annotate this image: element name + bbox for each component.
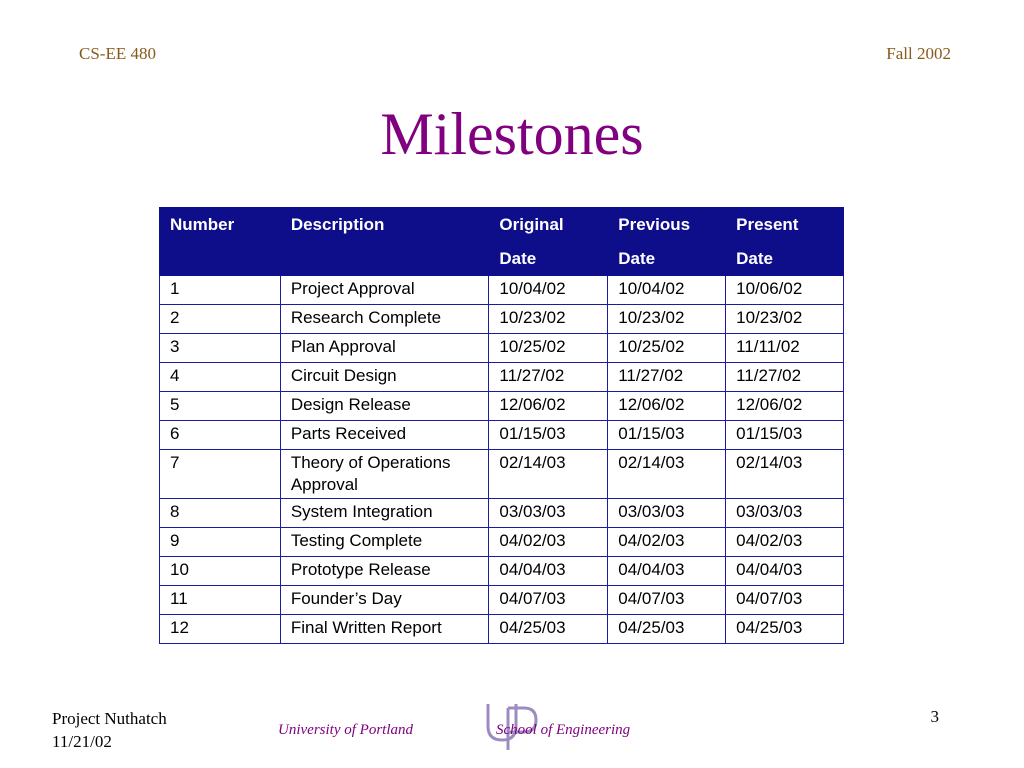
footer-date: 11/21/02 <box>52 732 112 751</box>
cell-previous-date: 10/25/02 <box>608 334 726 363</box>
header-original-date: Date <box>489 242 608 276</box>
table-row <box>160 615 844 644</box>
cell-original-date: 04/07/03 <box>489 586 608 615</box>
table-header-row <box>160 208 844 242</box>
table-row <box>160 499 844 528</box>
cell-description: Testing Complete <box>280 528 489 557</box>
table-row <box>160 450 844 499</box>
header-description-2 <box>280 242 489 276</box>
cell-number: 3 <box>160 334 281 363</box>
cell-description: Parts Received <box>280 421 489 450</box>
cell-description: Plan Approval <box>280 334 489 363</box>
cell-original-date: 10/25/02 <box>489 334 608 363</box>
cell-previous-date: 04/25/03 <box>608 615 726 644</box>
cell-number: 7 <box>160 450 281 499</box>
cell-original-date: 01/15/03 <box>489 421 608 450</box>
footer-university: University of Portland <box>278 722 413 738</box>
cell-present-date: 01/15/03 <box>726 421 844 450</box>
cell-number: 8 <box>160 499 281 528</box>
cell-original-date: 04/02/03 <box>489 528 608 557</box>
table-row <box>160 557 844 586</box>
cell-previous-date: 04/04/03 <box>608 557 726 586</box>
cell-present-date: 04/04/03 <box>726 557 844 586</box>
cell-number: 4 <box>160 363 281 392</box>
cell-previous-date: 10/23/02 <box>608 305 726 334</box>
cell-number: 10 <box>160 557 281 586</box>
cell-previous-date: 12/06/02 <box>608 392 726 421</box>
cell-original-date: 10/04/02 <box>489 276 608 305</box>
cell-previous-date: 02/14/03 <box>608 450 726 499</box>
cell-description: Theory of Operations Approval <box>280 450 489 499</box>
table-header-row <box>160 242 844 276</box>
footer-school: School of Engineering <box>496 722 631 738</box>
cell-number: 2 <box>160 305 281 334</box>
term-label: Fall 2002 <box>886 44 951 63</box>
cell-number: 11 <box>160 586 281 615</box>
cell-number: 1 <box>160 276 281 305</box>
cell-present-date: 04/07/03 <box>726 586 844 615</box>
cell-description: Circuit Design <box>280 363 489 392</box>
cell-present-date: 11/27/02 <box>726 363 844 392</box>
cell-description: Design Release <box>280 392 489 421</box>
cell-original-date: 12/06/02 <box>489 392 608 421</box>
cell-original-date: 11/27/02 <box>489 363 608 392</box>
cell-description: Project Approval <box>280 276 489 305</box>
header-previous-date: Date <box>608 242 726 276</box>
cell-description: Prototype Release <box>280 557 489 586</box>
footer-project-name: Project Nuthatch <box>52 709 167 728</box>
table-row <box>160 363 844 392</box>
cell-number: 9 <box>160 528 281 557</box>
table-row <box>160 421 844 450</box>
header-original: Original <box>489 208 608 242</box>
cell-previous-date: 11/27/02 <box>608 363 726 392</box>
cell-present-date: 04/02/03 <box>726 528 844 557</box>
cell-present-date: 10/06/02 <box>726 276 844 305</box>
cell-previous-date: 10/04/02 <box>608 276 726 305</box>
header-number-2 <box>160 242 281 276</box>
cell-present-date: 04/25/03 <box>726 615 844 644</box>
slide-title: Milestones <box>380 101 644 167</box>
cell-present-date: 10/23/02 <box>726 305 844 334</box>
cell-previous-date: 03/03/03 <box>608 499 726 528</box>
cell-present-date: 12/06/02 <box>726 392 844 421</box>
cell-previous-date: 04/07/03 <box>608 586 726 615</box>
table-row <box>160 392 844 421</box>
cell-present-date: 02/14/03 <box>726 450 844 499</box>
cell-present-date: 11/11/02 <box>726 334 844 363</box>
header-present: Present <box>726 208 844 242</box>
cell-number: 6 <box>160 421 281 450</box>
cell-original-date: 10/23/02 <box>489 305 608 334</box>
cell-original-date: 04/04/03 <box>489 557 608 586</box>
table-row <box>160 276 844 305</box>
table-row <box>160 528 844 557</box>
cell-description: Research Complete <box>280 305 489 334</box>
cell-description: System Integration <box>280 499 489 528</box>
header-number: Number <box>160 208 281 242</box>
cell-previous-date: 04/02/03 <box>608 528 726 557</box>
cell-number: 5 <box>160 392 281 421</box>
cell-previous-date: 01/15/03 <box>608 421 726 450</box>
table-row <box>160 586 844 615</box>
table-row <box>160 305 844 334</box>
header-previous: Previous <box>608 208 726 242</box>
cell-original-date: 04/25/03 <box>489 615 608 644</box>
cell-original-date: 03/03/03 <box>489 499 608 528</box>
cell-original-date: 02/14/03 <box>489 450 608 499</box>
cell-present-date: 03/03/03 <box>726 499 844 528</box>
header-description: Description <box>280 208 489 242</box>
cell-description: Final Written Report <box>280 615 489 644</box>
footer-project-info <box>52 707 167 753</box>
milestones-table <box>159 207 844 644</box>
header-present-date: Date <box>726 242 844 276</box>
course-label: CS-EE 480 <box>79 44 156 63</box>
page-number: 3 <box>930 707 939 726</box>
table-row <box>160 334 844 363</box>
cell-number: 12 <box>160 615 281 644</box>
cell-description: Founder’s Day <box>280 586 489 615</box>
